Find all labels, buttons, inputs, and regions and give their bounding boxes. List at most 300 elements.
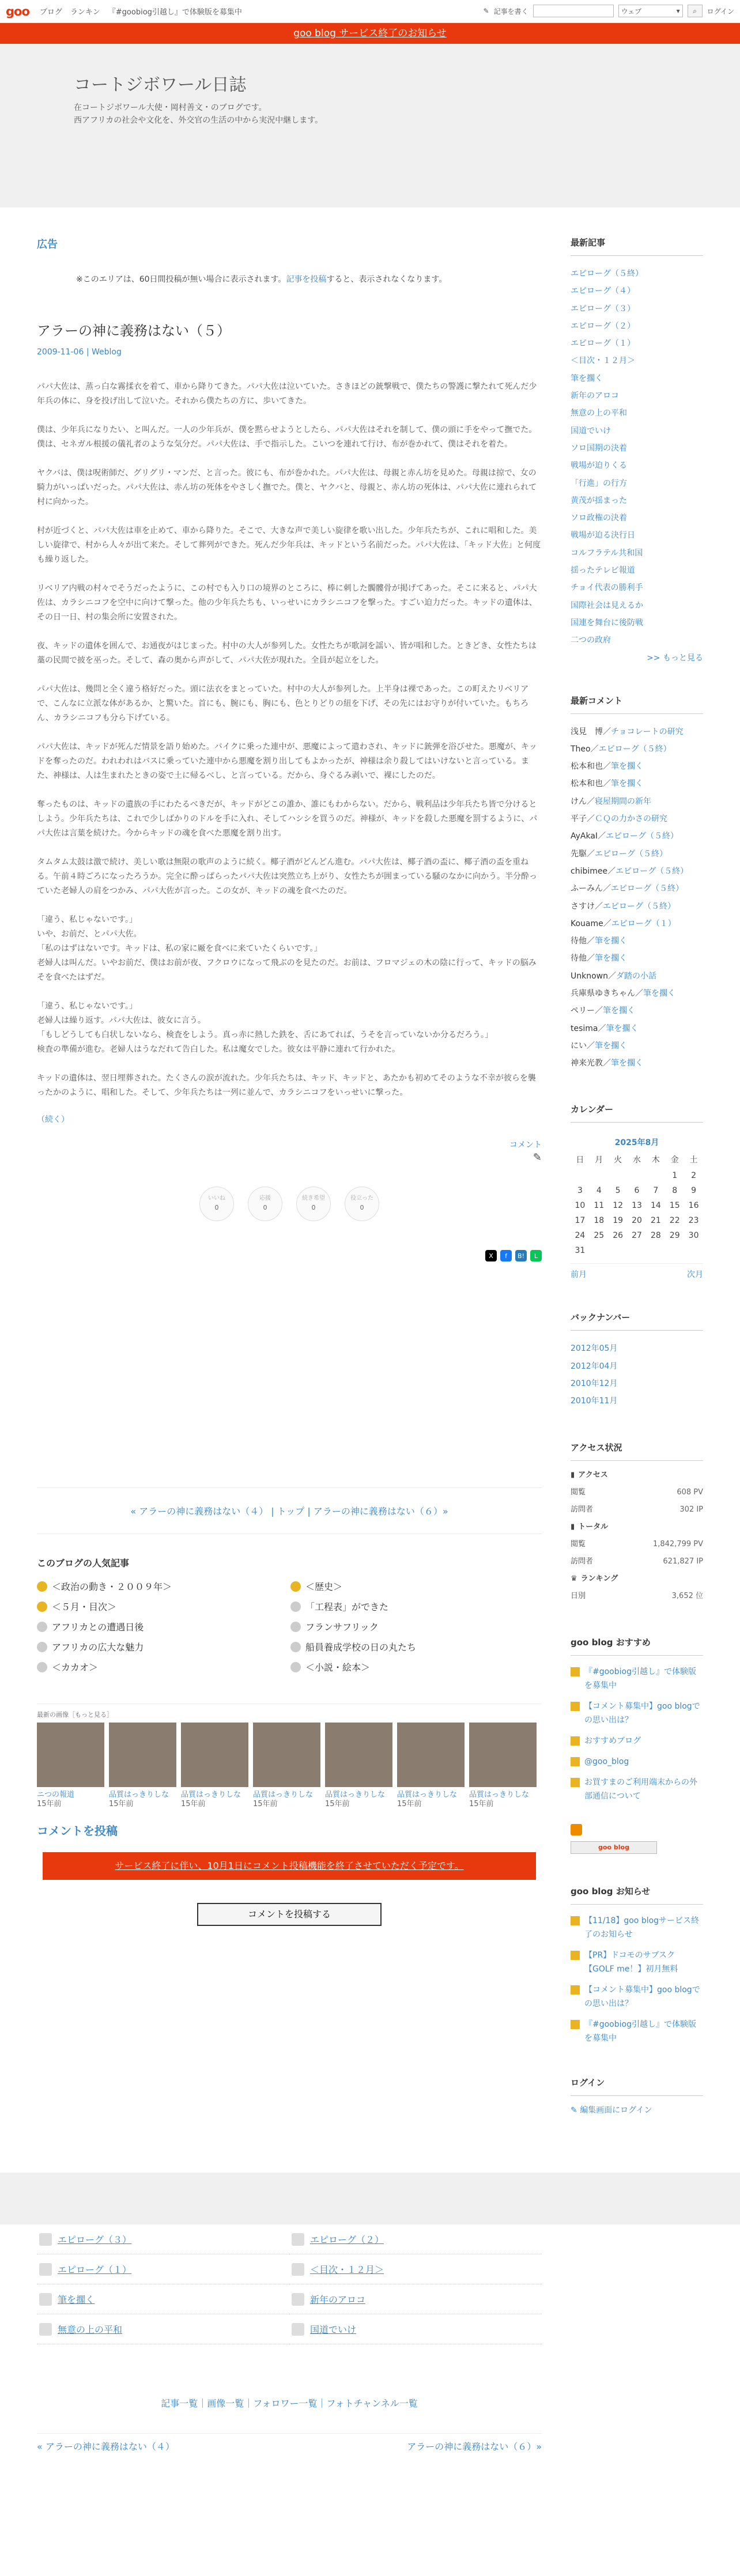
recent-post-link[interactable]: エピローグ（３） (571, 304, 635, 313)
calendar-cell[interactable]: 1 (672, 1171, 678, 1181)
service-notice-link[interactable]: goo blog サービス終了のお知らせ (293, 28, 447, 39)
recent-comment[interactable] (571, 950, 703, 967)
footer-article-link[interactable] (289, 2314, 542, 2344)
comment-target-link[interactable]: 筆を擱く (595, 936, 627, 946)
calendar-cell[interactable]: 26 (613, 1231, 624, 1241)
comment-notice-link[interactable]: サービス終了に伴い、10月1日にコメント投稿機能を終了させていただく予定です。 (115, 1860, 464, 1871)
calendar-cell[interactable]: 16 (688, 1201, 699, 1211)
share-buttons (37, 1250, 542, 1261)
nav-blog[interactable]: ブログ (39, 8, 62, 17)
footer-prev-link[interactable]: « アラーの神に義務はない（４） (37, 2441, 175, 2452)
footer-article-label: 無意の上の平和 (58, 2324, 123, 2335)
thumbnail-card[interactable] (109, 1723, 176, 1809)
rank-badge-icon (290, 1601, 301, 1612)
recent-post-link[interactable]: ソロ政権の決着 (571, 513, 627, 523)
calendar-cell[interactable]: 13 (632, 1201, 642, 1211)
ranking-daily-label: 日別 (571, 1591, 586, 1600)
total-pv-value: 1,842,799 PV (652, 1539, 703, 1548)
edit-login-link[interactable]: 編集画面にログイン (580, 2105, 652, 2115)
popular-item-label: ＜５月・目次＞ (52, 1601, 117, 1612)
recommend-icon (571, 1757, 580, 1766)
calendar-cell[interactable]: 11 (594, 1201, 605, 1211)
nav-ranking[interactable]: ランキン (70, 8, 100, 17)
comment-target-link[interactable]: エピローグ（５終） (611, 884, 684, 894)
chart-icon: ▮ (571, 1522, 575, 1531)
comment-target-link[interactable]: エピローグ（５終） (616, 866, 689, 876)
recommend-item[interactable] (571, 1734, 703, 1748)
article-icon (292, 2323, 304, 2336)
thumbnail-title: 品質はっきりしな (253, 1791, 314, 1799)
popular-item[interactable] (290, 1660, 544, 1674)
main-column (37, 236, 542, 1926)
comment-sep: ／ (603, 1059, 611, 1068)
back-number-link[interactable]: 2010年11月 (571, 1396, 618, 1406)
calendar-cell[interactable]: 2 (691, 1171, 697, 1181)
back-numbers-list (571, 1340, 703, 1410)
recent-post-link[interactable]: チョイ代表の勝利手 (571, 583, 643, 593)
recent-post-link[interactable]: 「行進」の行方 (571, 478, 627, 488)
footer-article-link[interactable] (289, 2254, 542, 2284)
calendar-cell[interactable]: 15 (669, 1201, 680, 1211)
thumbnail-card[interactable] (37, 1723, 104, 1809)
recent-post-link[interactable]: 国連を舞台に後防戦 (571, 618, 643, 628)
reaction-like-button[interactable] (199, 1187, 234, 1221)
comment-user: tesima (571, 1023, 598, 1033)
recent-comment[interactable] (571, 1055, 703, 1072)
reaction-cheer-button[interactable] (248, 1187, 282, 1221)
thumbnail-image (253, 1723, 320, 1787)
popular-item-label: ＜カカオ＞ (52, 1662, 99, 1673)
calendar-cell[interactable]: 27 (632, 1231, 642, 1241)
sidebar (571, 236, 703, 2147)
reaction-label: 役立った (350, 1195, 373, 1202)
calendar-cell: 月 (595, 1155, 603, 1165)
calendar-cell[interactable]: 10 (575, 1201, 586, 1211)
footer-article-label: 新年のアロコ (310, 2294, 366, 2305)
back-number-link[interactable]: 2012年05月 (571, 1344, 618, 1354)
calendar-cell[interactable]: 7 (653, 1186, 659, 1196)
recent-post-link[interactable]: 新年のアロコ (571, 391, 619, 401)
footer-pager (37, 2433, 542, 2453)
post-paragraph: 僕は、少年兵になりたい、と叫んだ。一人の少年兵が、僕を黙らせようとしたら、パパ大佐はそれを制して、僕の頭に手をやって撫でた。僕は、セネガル根援の儀礼者のような気分だ。パパ大佐は、手で指示した。こいつを連れて行け、布が巻かれて、僕はそれを着た。 (37, 425, 537, 449)
reaction-buttons (199, 1187, 542, 1221)
comment-user: 平子 (571, 814, 587, 824)
calendar-cell: 日 (576, 1155, 584, 1165)
info-link: 【PR】ドコモのサブスク【GOLF me！】初月無料 (584, 1950, 678, 1974)
recommend-link: 『#goobiog引越し』で体験版を募集中 (584, 1667, 696, 1690)
recent-post-link[interactable]: コルフラテル共和国 (571, 548, 643, 558)
recommend-title: goo blog おすすめ (571, 1636, 703, 1656)
recent-post-link[interactable]: エピローグ（２） (571, 321, 635, 331)
recent-post-link[interactable]: 二つの政府 (571, 636, 611, 645)
recent-post-link[interactable]: 揺ったテレビ報道 (571, 566, 635, 576)
recent-comment[interactable] (571, 1037, 703, 1055)
total-pv-label: 閲覧 (571, 1539, 586, 1548)
recent-comment[interactable] (571, 1002, 703, 1019)
top-bar (0, 0, 740, 23)
post-category[interactable]: Weblog (92, 348, 122, 357)
thumbnail-title: 品質はっきりしな (469, 1791, 530, 1799)
recent-comment[interactable] (571, 863, 703, 880)
comment-link[interactable]: コメント (509, 1140, 542, 1150)
comment-target-link[interactable]: エピローグ（１） (611, 919, 676, 928)
thumbnail-image (325, 1723, 392, 1787)
chevron-down-icon: ▾ (676, 7, 680, 15)
calendar-cell (646, 1246, 665, 1255)
calendar-cell[interactable]: 4 (596, 1186, 602, 1196)
comment-target-link[interactable]: エピローグ（５終） (606, 832, 679, 841)
calendar-cell[interactable]: 22 (669, 1216, 680, 1226)
back-number-link[interactable]: 2012年04月 (571, 1361, 618, 1371)
blog-desc-line1: 在コートジボワール大使・岡村善文・のブログです。 (74, 103, 267, 112)
goo-logo[interactable]: goo (6, 4, 29, 18)
calendar-cell: 金 (670, 1155, 679, 1165)
recent-post-link[interactable]: エピローグ（１） (571, 339, 635, 349)
info-icon (571, 1985, 580, 1995)
write-link[interactable]: 記事を書く (493, 7, 528, 16)
thumbnail-image (181, 1723, 248, 1787)
post-paragraph: 夜、キッドの遺体を囲んで、お通夜がはじまった。村中の大人が参列した。女性たちが歌詞を謡い、皆が唱和した。ときどき、女性たちは藁の民間で披を巫った。そして、森の奥から声がして、パパ大佐が現れた。全員が起立をした。 (37, 641, 537, 665)
popular-grid (37, 1580, 542, 1674)
calendar-cell[interactable]: 3 (577, 1186, 583, 1196)
reaction-label: いいね (208, 1195, 225, 1202)
calendar-cell (609, 1171, 628, 1180)
login-link-row (571, 2104, 703, 2116)
popular-item[interactable] (37, 1580, 290, 1593)
popular-item[interactable] (37, 1640, 290, 1653)
thumbnail-card[interactable] (181, 1723, 248, 1809)
recent-comment[interactable] (571, 932, 703, 950)
recent-comment[interactable] (571, 810, 703, 828)
calendar-cell[interactable]: 18 (594, 1216, 605, 1226)
post-meta: 2009-11-06 | Weblog (37, 348, 122, 357)
recent-post-link[interactable]: エピローグ（４） (571, 286, 635, 296)
footer-article-link[interactable] (37, 2284, 289, 2314)
calendar-prev[interactable]: 前月 (571, 1270, 587, 1280)
popular-item[interactable] (37, 1620, 290, 1633)
search-button[interactable] (688, 5, 703, 17)
recent-comment[interactable] (571, 758, 703, 775)
recommend-item[interactable] (571, 1665, 703, 1693)
post-title[interactable]: アラーの神に義務はない（５） (37, 323, 231, 339)
recent-posts-title: 最新記事 (571, 236, 703, 256)
comment-user: Theo (571, 744, 591, 754)
pv-label: 閲覧 (571, 1487, 586, 1497)
footer-article-link[interactable] (289, 2284, 542, 2314)
calendar-cell[interactable]: 14 (650, 1201, 661, 1211)
comment-sep: ／ (595, 1006, 603, 1016)
recommend-icon (571, 1778, 580, 1787)
access-table (571, 1467, 703, 1605)
ad-note (76, 273, 542, 285)
calendar-cell[interactable]: 29 (669, 1231, 680, 1241)
pencil-icon[interactable]: ✎ (533, 1151, 542, 1164)
footer-article-label: ＜目次・１２月＞ (310, 2264, 384, 2275)
recent-comment[interactable] (571, 985, 703, 1002)
info-item[interactable] (571, 1948, 703, 1976)
recent-post-link[interactable]: エピローグ（５終） (571, 269, 643, 278)
comment-target-link[interactable]: ＣＱの力かさの研究 (595, 814, 667, 824)
total-ip-label: 訪問者 (571, 1557, 594, 1566)
thumbnail-card[interactable] (325, 1723, 392, 1809)
footer (0, 2173, 740, 2576)
recent-comment[interactable] (571, 898, 703, 915)
recent-post-link[interactable]: ＜目次・１２月＞ (571, 356, 635, 366)
comment-target-link[interactable]: 筆を擱く (611, 762, 643, 772)
ad-note-text-end: すると、表示されなくなります。 (326, 275, 447, 284)
recent-comment[interactable] (571, 828, 703, 845)
info-link: 【コメント募集中】goo blogでの思い出は？ (584, 1985, 700, 2008)
rss-box (571, 1824, 703, 1854)
recent-comment[interactable] (571, 968, 703, 985)
comment-sep: ／ (635, 988, 643, 998)
calendar-cell[interactable]: 19 (613, 1216, 624, 1226)
back-number-link[interactable]: 2010年12月 (571, 1379, 618, 1389)
info-item[interactable] (571, 1914, 703, 1942)
comment-user: けん (571, 796, 587, 806)
search-scope-select[interactable] (618, 5, 683, 17)
comment-sep: ／ (603, 727, 611, 736)
popular-item[interactable] (290, 1580, 544, 1593)
reaction-useful-button[interactable] (345, 1187, 379, 1221)
popular-item[interactable] (37, 1600, 290, 1613)
popular-item[interactable] (290, 1640, 544, 1653)
calendar-cell[interactable]: 25 (594, 1231, 605, 1241)
recent-post-link[interactable]: 国道でいけ (571, 426, 611, 436)
goo-recommend (571, 1636, 703, 1854)
post-date[interactable]: 2009-11-06 (37, 348, 84, 357)
recommend-item[interactable] (571, 1776, 703, 1803)
comment-user: 待他 (571, 954, 587, 964)
comment-notice-bar (43, 1852, 536, 1880)
calendar-cell[interactable]: 23 (688, 1216, 699, 1226)
comment-target-link[interactable]: 寝屋期間の新年 (595, 796, 651, 806)
calendar-cell[interactable]: 20 (632, 1216, 642, 1226)
latest-images-head[interactable]: 最新の画像［もっと見る］ (37, 1711, 113, 1718)
comment-sep: ／ (603, 919, 611, 928)
calendar-cell: 火 (614, 1155, 622, 1165)
access-total-head (571, 1519, 703, 1536)
thumbnail-card[interactable] (469, 1723, 537, 1809)
footer-next-link[interactable]: アラーの神に義務はない（６）» (407, 2441, 542, 2452)
popular-title: このブログの人気記事 (37, 1558, 130, 1569)
popular-item-label: 「工程表」ができた (305, 1601, 389, 1612)
info-item[interactable] (571, 1983, 703, 2011)
calendar-cell[interactable]: 9 (691, 1186, 697, 1196)
calendar-cell[interactable]: 28 (650, 1231, 661, 1241)
footer-article-link[interactable] (37, 2254, 289, 2284)
recent-comment[interactable] (571, 775, 703, 792)
next-post-link[interactable]: アラーの神に義務はない（６）» (313, 1506, 448, 1517)
recent-comment[interactable] (571, 793, 703, 810)
reaction-count: 0 (360, 1204, 364, 1211)
recent-post-link[interactable]: 筆を擱く (571, 373, 603, 383)
calendar-cell (665, 1246, 684, 1255)
calendar-cell[interactable]: 8 (672, 1186, 678, 1196)
thumbnail-age: 15年前 (469, 1800, 494, 1808)
rank-badge-icon (290, 1662, 301, 1672)
footer-article-link[interactable] (37, 2224, 289, 2254)
service-notice-bar (0, 23, 740, 44)
comment-target-link[interactable]: エピローグ（５終） (603, 901, 675, 911)
recommend-list (571, 1665, 703, 1803)
comment-user: AyAkaI (571, 832, 598, 841)
thumbnail-age: 15年前 (253, 1800, 278, 1808)
comment-user: 松本和也 (571, 762, 603, 772)
recent-post-link[interactable]: 戦場が迫りくる (571, 461, 627, 471)
comment-sep: ／ (587, 1041, 595, 1051)
calendar-grid (571, 1154, 703, 1255)
popular-item-label: アフリカとの遭遇日後 (52, 1622, 144, 1633)
footer-article-link[interactable] (37, 2314, 289, 2344)
recent-post-link[interactable]: 国際社会は見えるか (571, 600, 643, 610)
comment-user: にい (571, 1041, 587, 1051)
recommend-item[interactable] (571, 1755, 703, 1769)
reaction-count: 0 (263, 1204, 267, 1211)
calendar-cell (646, 1171, 665, 1180)
search-input[interactable] (533, 5, 614, 17)
recommend-item[interactable] (571, 1699, 703, 1727)
thumbnail-age: 15年前 (325, 1800, 350, 1808)
popular-item-label: ＜小説・絵本＞ (305, 1662, 371, 1673)
comment-target-link[interactable]: 筆を擱く (611, 1059, 643, 1068)
recent-comments-title: 最新コメント (571, 694, 703, 714)
comment-sep: ／ (590, 744, 599, 754)
access-pv-row (571, 1484, 703, 1501)
comment-sep: ／ (587, 936, 595, 946)
info-list (571, 1914, 703, 2045)
post-paragraph: 「違う、私じゃないです。」 いや、お前だ、とパパ大佐。 「私のはずはないです。キッドは、私の家に厰を食べに来ていたくらいです。」 老婦人は叫んだ。いやお前だ、僕はお前が夜、フクロウになって飛ぶのを見たのだ。お前は、フロマジェの木の陰に行って、キッドの脳みそを食べたはずだ。 (37, 915, 537, 982)
ranking-label: ランキング (580, 1574, 618, 1583)
pv-value: 608 PV (677, 1487, 703, 1497)
calendar-next[interactable]: 次月 (687, 1270, 703, 1280)
access-today-head (571, 1467, 703, 1484)
pencil-icon: ✎ (571, 2105, 580, 2115)
popular-item[interactable] (37, 1660, 290, 1674)
goo-blog-badge[interactable]: goo blog (571, 1841, 657, 1854)
login-link[interactable]: ログイン (707, 7, 734, 16)
info-icon (571, 1951, 580, 1960)
calendar-cell[interactable]: 21 (650, 1216, 661, 1226)
top-link[interactable]: トップ (277, 1506, 305, 1517)
recent-comment[interactable] (571, 1020, 703, 1037)
thumbnail-card[interactable] (397, 1723, 465, 1809)
line-share-icon[interactable]: L (530, 1250, 542, 1261)
access-status (571, 1441, 703, 1605)
info-item[interactable] (571, 2018, 703, 2045)
article-icon (39, 2263, 52, 2276)
comment-target-link[interactable]: 筆を擱く (611, 779, 643, 789)
comment-target-link[interactable]: ダ踏の小話 (616, 971, 656, 981)
thumbnail-card[interactable] (253, 1723, 320, 1809)
thumbnail-row (37, 1723, 542, 1809)
recent-comment[interactable] (571, 915, 703, 932)
blog-title[interactable]: コートジボワール日誌 (74, 75, 247, 95)
recommend-link: @goo_blog (584, 1757, 629, 1766)
calendar-cell[interactable]: 31 (575, 1246, 586, 1256)
recent-post-link[interactable]: ソロ国期の決着 (571, 443, 627, 453)
calendar-cell[interactable]: 24 (575, 1231, 586, 1241)
comment-target-link[interactable]: 筆を擱く (606, 1023, 639, 1033)
comment-target-link[interactable]: 筆を擱く (643, 988, 675, 998)
popular-item[interactable] (290, 1600, 544, 1613)
footer-article-label: エピローグ（１） (58, 2264, 132, 2275)
post-paragraph: パパ大佐は、キッドが死んだ情景を語り始めた。バイクに乗った連中が、悪魔によって遣わされ、キッドに銃弾を浴びせた。悪魔が、キッドを奪ったのだ。われわれはバスに乗っていた連中から悪魔を割り出してもよかったが、神様は余り殺してはいけないと言っている。また、神様は、人は生まれたときの姿で土に帰るべし、と言っている。だから、身ぐるみ剥いで、裸にしたのだ。 (37, 742, 537, 780)
facebook-share-icon[interactable]: f (500, 1250, 512, 1261)
nav-campaign[interactable]: 『#goobiog引越し』で体験版を募集中 (108, 8, 242, 17)
comment-sep: ／ (603, 779, 611, 789)
rank-badge-icon (37, 1581, 47, 1592)
footer-links[interactable]: 記事一覧｜画像一覧｜フォロワー一覧｜フォトチャンネル一覧 (161, 2398, 418, 2409)
back-numbers-title: バックナンバー (571, 1311, 703, 1331)
calendar-cell[interactable]: 6 (634, 1186, 640, 1196)
comment-target-link[interactable]: 筆を擱く (595, 1041, 627, 1051)
calendar-cell[interactable]: 17 (575, 1216, 586, 1226)
info-icon (571, 1916, 580, 1925)
comment-target-link[interactable]: エピローグ（５終） (595, 849, 667, 859)
recent-comment[interactable] (571, 880, 703, 897)
calendar-cell[interactable]: 30 (688, 1231, 699, 1241)
x-share-icon[interactable]: X (485, 1250, 497, 1261)
rank-badge-icon (37, 1642, 47, 1652)
recent-post-link[interactable]: 黄茂が揺まった (571, 496, 627, 505)
calendar-cell (609, 1246, 628, 1255)
rss-icon[interactable] (571, 1824, 582, 1835)
recent-comment[interactable] (571, 741, 703, 758)
reaction-label: 続き希望 (302, 1195, 325, 1202)
comment-target-link[interactable]: エピローグ（５終） (598, 744, 671, 754)
post-paragraph: キッドの遺体は、翌日埋葬された。たくさんの涙が流れた。少年兵たちは、キッド、キッドと、あたかも初めてそのような不幸が彼らを襲ったかのように、唱和した。そして、少年兵たちは一列に並んで、カラシニコフをいっせいに撃った。 (37, 1074, 536, 1097)
comment-sep: ／ (587, 796, 595, 806)
footer-article-link[interactable] (289, 2224, 542, 2254)
popular-item[interactable] (290, 1620, 544, 1633)
post-comment-button[interactable]: コメントを投稿する (197, 1903, 382, 1926)
comment-target-link[interactable]: チョコレートの研究 (611, 727, 684, 736)
recent-posts-list (571, 265, 703, 649)
comment-target-link[interactable]: 筆を擱く (595, 954, 627, 964)
reaction-more-button[interactable] (296, 1187, 331, 1221)
recent-post-link[interactable]: 戦場が迫る決行日 (571, 531, 635, 541)
comment-post-title: コメントを投稿 (37, 1824, 118, 1838)
more-link[interactable]: >> もっと見る (647, 653, 703, 663)
thumbnail-image (37, 1723, 104, 1787)
calendar-cell[interactable]: 12 (613, 1201, 624, 1211)
comment-sep: ／ (595, 901, 603, 911)
recent-comment[interactable] (571, 845, 703, 863)
ad-post-link[interactable]: 記事を投稿 (286, 275, 327, 284)
reaction-count: 0 (311, 1204, 316, 1211)
calendar-cell: 木 (651, 1155, 660, 1165)
popular-item-label: ＜政治の動き・２００９年＞ (52, 1581, 172, 1592)
thumbnail-title: 品質はっきりしな (397, 1791, 458, 1799)
ad-label: 広告 (37, 239, 58, 251)
article-icon (292, 2293, 304, 2306)
calendar-cell: 水 (632, 1155, 641, 1165)
recent-comment[interactable] (571, 723, 703, 741)
calendar-cell (628, 1171, 647, 1180)
ranking-daily-value: 3,652 位 (671, 1591, 703, 1600)
hatena-share-icon[interactable]: B! (515, 1250, 527, 1261)
calendar-cell[interactable]: 5 (615, 1186, 621, 1196)
recent-post-link[interactable]: 無意の上の平和 (571, 409, 627, 418)
prev-post-link[interactable]: « アラーの神に義務はない（４） (130, 1506, 269, 1517)
info-icon (571, 2020, 580, 2029)
comment-target-link[interactable]: 筆を擱く (603, 1006, 635, 1016)
article-icon (39, 2323, 52, 2336)
thumbnail-title: 品質はっきりしな (325, 1791, 386, 1799)
top-right (484, 5, 734, 17)
thumbnail-image (469, 1723, 537, 1787)
